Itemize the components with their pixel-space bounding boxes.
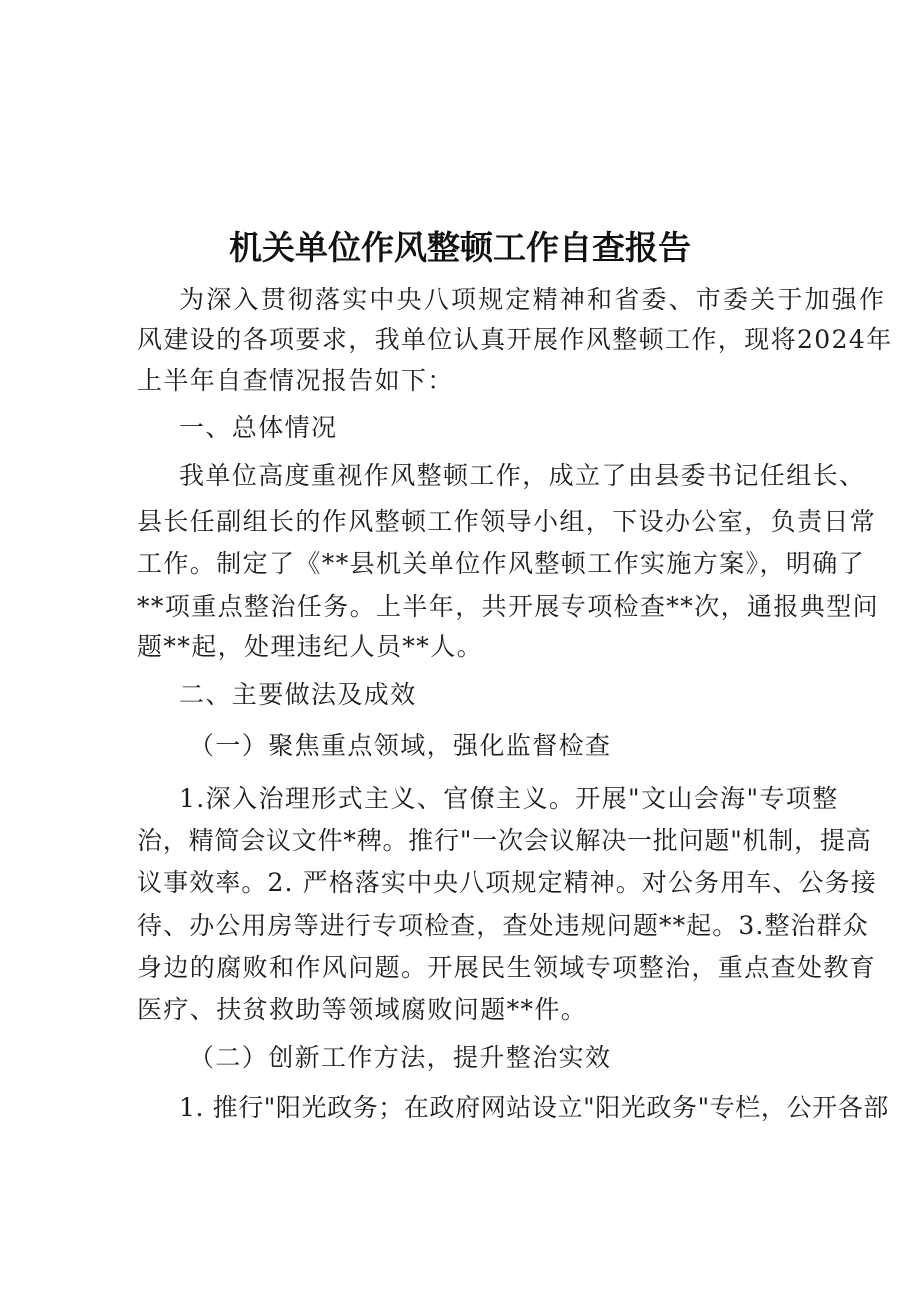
- section-heading-1: 一、总体情况: [179, 413, 338, 442]
- body-line-10: 治，精简会议文件*稗。推行"一次会议解决一批问题"机制，提高: [137, 826, 872, 855]
- body-line-6: 工作。制定了《**县机关单位作风整顿工作实施方案》，明确了: [137, 549, 866, 578]
- document-title: 机关单位作风整顿工作自查报告: [229, 228, 691, 267]
- body-line-7: **项重点整治任务。上半年，共开展专项检查**次，通报典型问: [137, 592, 880, 621]
- body-line-4: 我单位高度重视作风整顿工作，成立了由县委书记任组长、: [179, 461, 866, 490]
- body-line-8: 题**起，处理违纪人员**人。: [137, 632, 484, 661]
- body-line-15: 1. 推行"阳光政务；在政府网站设立"阳光政务"专栏，公开各部: [179, 1093, 889, 1122]
- body-line-1: 为深入贯彻落实中央八项规定精神和省委、市委关于加强作: [179, 285, 887, 314]
- subsection-heading-1: （一）聚焦重点领域，强化监督检查: [189, 731, 612, 760]
- body-line-13: 身边的腐败和作风问题。开展民生领域专项整治，重点查处教育: [137, 953, 877, 982]
- body-line-3: 上半年自查情况报告如下：: [137, 366, 454, 395]
- body-line-11: 议事效率。2. 严格落实中央八项规定精神。对公务用车、公务接: [137, 868, 877, 897]
- body-line-12: 待、办公用房等进行专项检查，查处违规问题**起。3.整治群众: [137, 911, 869, 940]
- section-heading-2: 二、主要做法及成效: [179, 680, 417, 709]
- body-line-14: 医疗、扶贫救助等领域腐败问题**件。: [137, 995, 588, 1024]
- body-line-2: 风建设的各项要求，我单位认真开展作风整顿工作，现将2024年: [137, 325, 893, 354]
- subsection-heading-2: （二）创新工作方法，提升整治实效: [189, 1043, 612, 1072]
- body-line-5: 县长任副组长的作风整顿工作领导小组，下设办公室，负责日常: [137, 507, 877, 536]
- body-line-9: 1.深入治理形式主义、官僚主义。开展"文山会海"专项整: [179, 784, 839, 813]
